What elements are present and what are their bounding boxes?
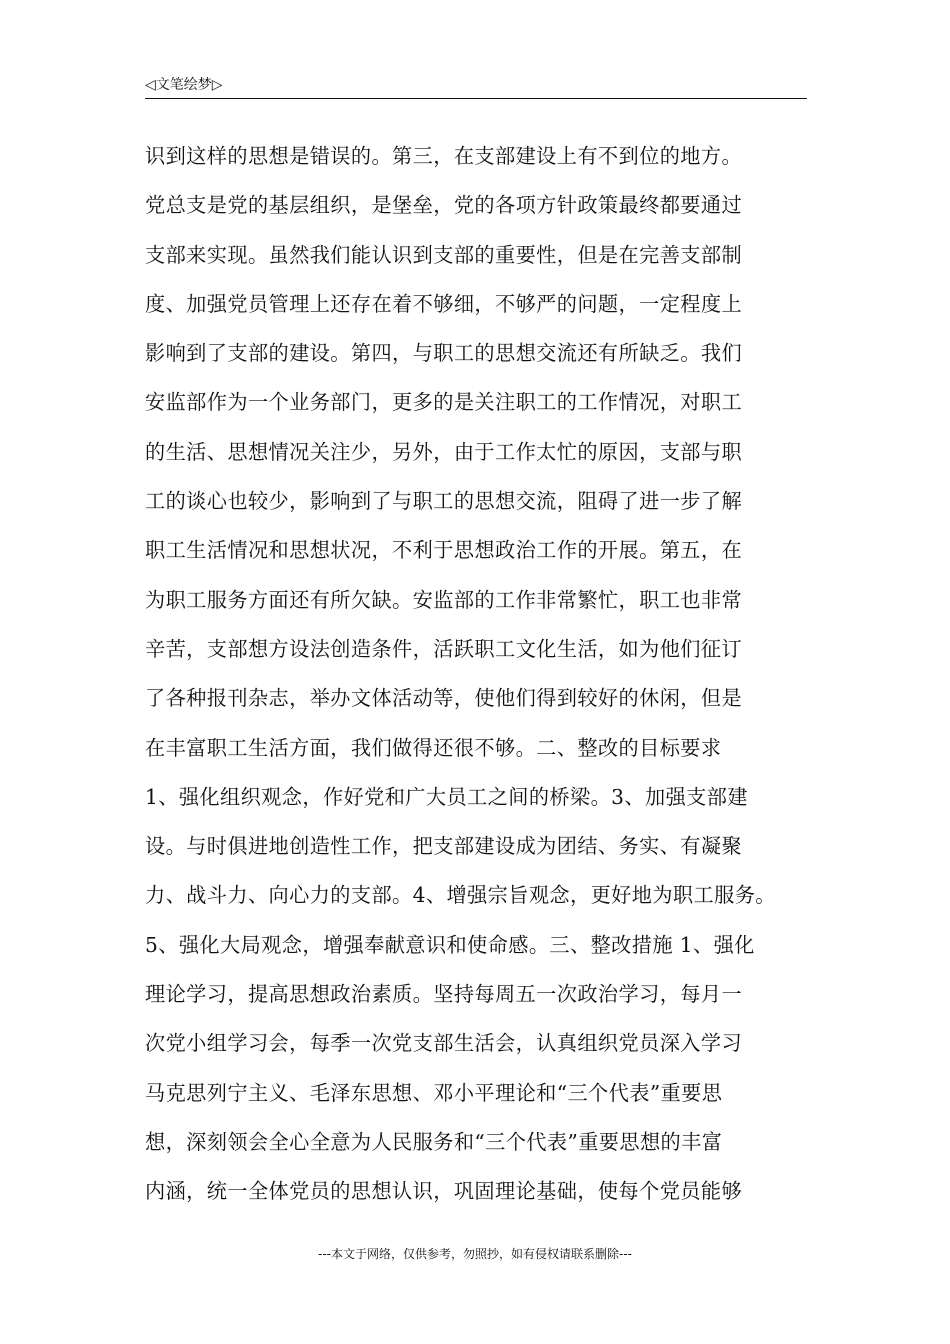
page-header [145, 72, 807, 99]
text-line: 次党小组学习会，每季一次党支部生活会，认真组织党员深入学习 [145, 1031, 743, 1056]
text-line: 理论学习，提高思想政治素质。坚持每周五一次政治学习，每月一 [145, 982, 743, 1007]
text-line: 5、强化大局观念，增强奉献意识和使命感。三、整改措施 1、强化 [145, 932, 755, 957]
text-line: 安监部作为一个业务部门，更多的是关注职工的工作情况，对职工 [145, 390, 743, 415]
text-line: 设。与时俱进地创造性工作，把支部建设成为团结、务实、有凝聚 [145, 834, 743, 859]
text-line: 力、战斗力、向心力的支部。4、增强宗旨观念，更好地为职工服务。 [145, 883, 776, 908]
text-line: 度、加强党员管理上还存在着不够细，不够严的问题，一定程度上 [145, 291, 743, 316]
page-footer: ---本文于网络，仅供参考，勿照抄，如有侵权请联系删除--- [318, 1247, 632, 1261]
text-line: 内涵，统一全体党员的思想认识，巩固理论基础，使每个党员能够 [145, 1179, 743, 1204]
text-line: 的生活、思想情况关注少，另外，由于工作太忙的原因，支部与职 [145, 439, 743, 464]
text-line: 支部来实现。虽然我们能认识到支部的重要性，但是在完善支部制 [145, 242, 743, 267]
text-line: 了各种报刊杂志，举办文体活动等，使他们得到较好的休闲，但是 [145, 686, 743, 711]
text-line: 马克思列宁主义、毛泽东思想、邓小平理论和“三个代表”重要思 [145, 1080, 723, 1105]
text-line: 辛苦，支部想方设法创造条件，活跃职工文化生活，如为他们征订 [145, 636, 743, 661]
document-body [145, 132, 845, 1217]
text-line: 在丰富职工生活方面，我们做得还很不够。二、整改的目标要求 [145, 735, 722, 760]
text-line: 党总支是党的基层组织，是堡垒，党的各项方针政策最终都要通过 [145, 193, 743, 218]
text-line: 识到这样的思想是错误的。第三，在支部建设上有不到位的地方。 [145, 144, 743, 168]
header-title: ◁文笔绘梦▷ [145, 77, 223, 93]
text-line: 工的谈心也较少，影响到了与职工的思想交流，阻碍了进一步了解 [145, 489, 743, 514]
text-line: 想，深刻领会全心全意为人民服务和“三个代表”重要思想的丰富 [145, 1129, 723, 1154]
text-line: 职工生活情况和思想状况，不利于思想政治工作的开展。第五，在 [145, 538, 743, 563]
text-line: 1、强化组织观念，作好党和广大员工之间的桥梁。3、加强支部建 [145, 784, 748, 809]
text-line: 为职工服务方面还有所欠缺。安监部的工作非常繁忙，职工也非常 [145, 587, 743, 612]
text-line: 影响到了支部的建设。第四，与职工的思想交流还有所缺乏。我们 [145, 341, 743, 366]
